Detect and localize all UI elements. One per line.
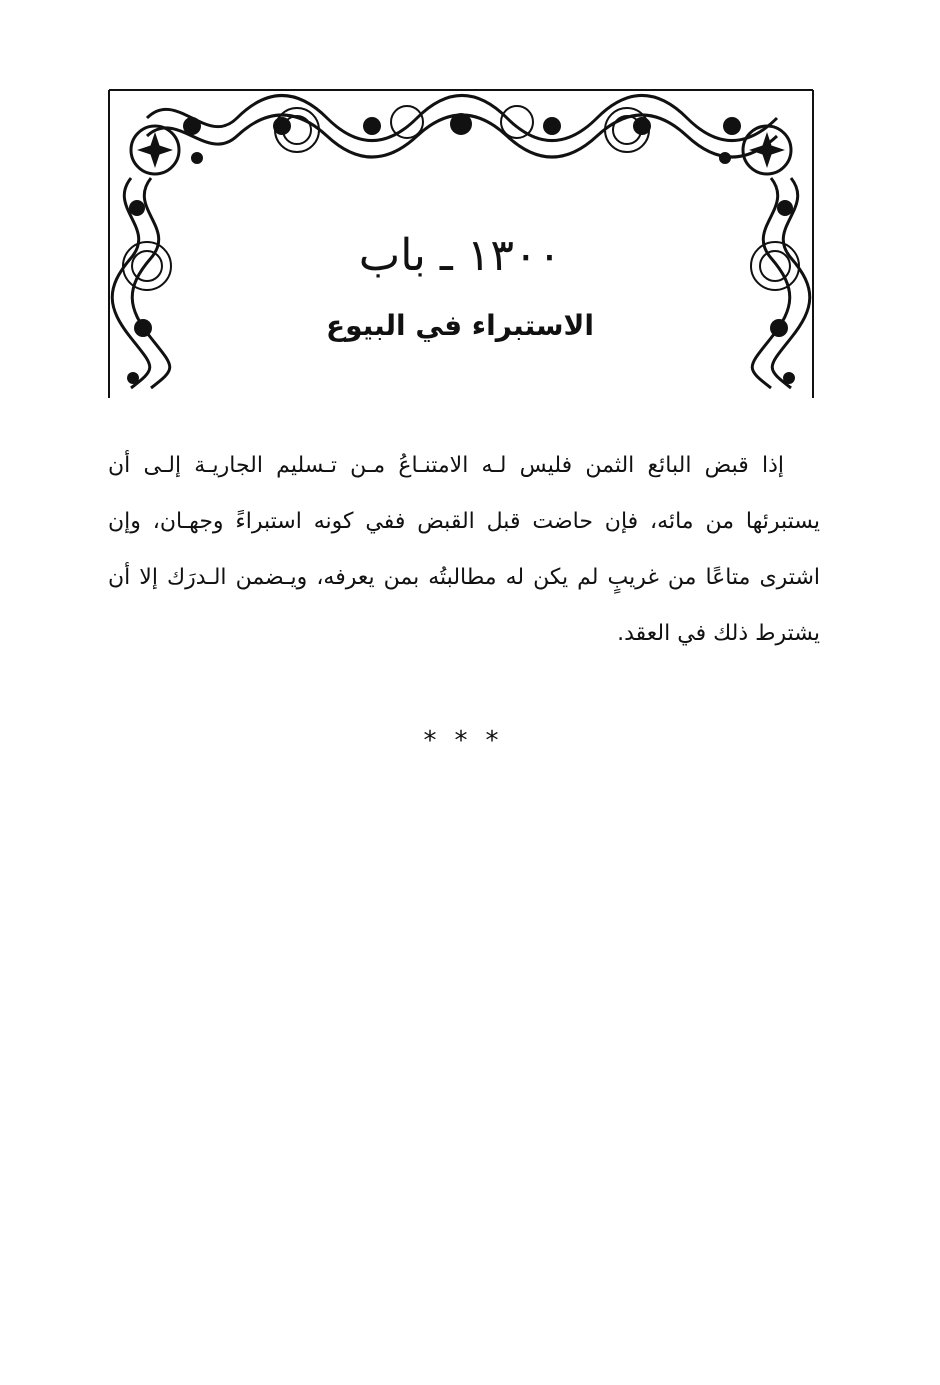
- body-text: [108, 438, 820, 662]
- chapter-title: الاستبراء في البيوع: [326, 309, 594, 342]
- separator-asterisks: ***: [423, 726, 517, 756]
- chapter-heading: ١٣٠٠ ـ باب: [358, 230, 562, 281]
- paragraph: إذا قبض البائع الثمن فليس لـه الامتنـاعُ مـن تـسليم الجاريـة إلـى أن يستبرئها من مائه، فإن حاضت قبل القبض ففي كونه استبراءً وجهـان، وإن اشترى متاعًا من غريبٍ لم يكن له مطالبتُه بمن يعرفه، ويـضمن الـدرَك إلا أن يشترط ذلك في العقد.: [108, 453, 820, 646]
